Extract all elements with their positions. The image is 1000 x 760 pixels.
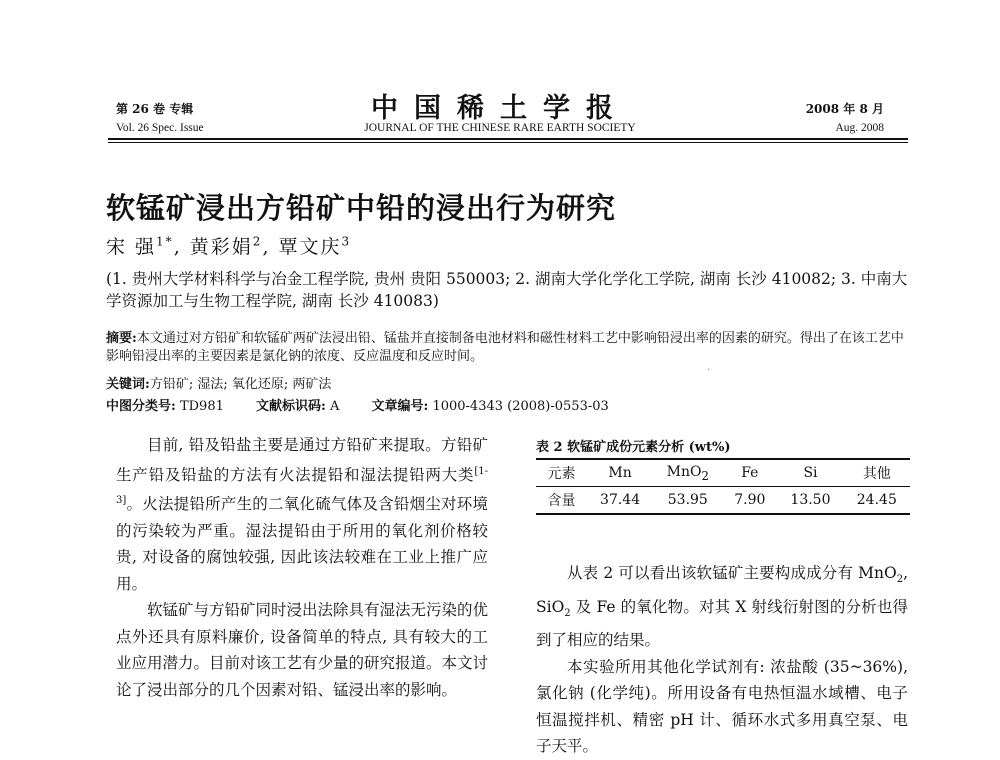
abstract-label: 摘要: bbox=[106, 331, 137, 346]
header-rule-thick bbox=[108, 138, 908, 140]
paragraph: 本实验所用其他化学试剂有: 浓盐酸 (35~36%), 氯化钠 (化学纯)。所用设备有电热恒温水域槽、电子恒温搅拌机、精密 pH 计、循环水式多用真空泵、电子天平。 bbox=[536, 657, 908, 756]
table-header-cell: 其他 bbox=[844, 459, 910, 487]
author-list: 宋 强$^{1*}$, 黄彩娟$^2$, 覃文庆$^3$ bbox=[106, 234, 352, 258]
journal-title-en: JOURNAL OF THE CHINESE RARE EARTH SOCIETY bbox=[364, 122, 636, 134]
right-column bbox=[536, 560, 908, 760]
table-header-row bbox=[536, 459, 910, 487]
abstract bbox=[106, 330, 916, 366]
volume-issue-cn: 第 26 卷 专辑 bbox=[116, 102, 194, 116]
table-cell: 53.95 bbox=[653, 487, 722, 515]
table-cell: 13.50 bbox=[777, 487, 843, 515]
clc-label: 中图分类号: bbox=[106, 399, 176, 414]
table-header-cell: Fe bbox=[722, 459, 777, 487]
keywords bbox=[106, 373, 331, 392]
author-name: 宋 强 bbox=[106, 236, 157, 258]
table-caption: 表 2 软锰矿成份元素分析 (wt%) bbox=[536, 440, 731, 455]
abstract-text: 本文通过对方铅矿和软锰矿两矿法浸出铅、锰盐并直接制备电池材料和磁性材料工艺中影响铅浸出率的因素的研究。得出了在该工艺中影响铅浸出率的主要因素是氯化钠的浓度、反应温度和反应时间。 bbox=[106, 331, 904, 364]
keywords-label: 关键词: bbox=[106, 377, 150, 392]
date-en: Aug. 2008 bbox=[835, 122, 884, 134]
citation[interactable]: [1-3] bbox=[116, 465, 488, 507]
keywords-text: 方铅矿; 湿法; 氧化还原; 两矿法 bbox=[149, 377, 332, 392]
author-mark: 3 bbox=[341, 234, 352, 249]
table-row bbox=[536, 487, 910, 515]
table-header-cell: 元素 bbox=[536, 459, 587, 487]
doc-code-value: A bbox=[329, 399, 340, 414]
table-row-label: 含量 bbox=[536, 487, 587, 515]
table-header-cell: Mn bbox=[587, 459, 653, 487]
table-header-cell: Si bbox=[777, 459, 843, 487]
header-rule-thin bbox=[108, 142, 908, 143]
left-column bbox=[116, 432, 488, 703]
clc-value: TD981 bbox=[179, 399, 224, 414]
author-mark: 1* bbox=[156, 234, 174, 249]
scan-speck: . bbox=[707, 362, 711, 373]
paragraph: 软锰矿与方铅矿同时浸出法除具有湿法无污染的优点外还具有原料廉价, 设备简单的特点, 具有较大的工业应用潜力。目前对该工艺有少量的研究报道。本文讨论了浸出部分的几个因素对铅、锰浸出率的影响。 bbox=[116, 601, 489, 699]
table-cell: 24.45 bbox=[844, 487, 910, 515]
table-header-cell: MnO$_2$ bbox=[653, 459, 722, 487]
author-name: 覃文庆 bbox=[278, 236, 342, 258]
table-cell: 37.44 bbox=[587, 487, 653, 515]
journal-title-cn: 中国稀土学报 bbox=[371, 93, 629, 124]
date-cn: 2008 年 8 月 bbox=[805, 102, 884, 116]
composition-table bbox=[536, 458, 910, 515]
article-title: 软锰矿浸出方铅矿中铅的浸出行为研究 bbox=[106, 191, 617, 225]
author-mark: 2 bbox=[252, 234, 263, 249]
paragraph: 从表 2 可以看出该软锰矿主要构成成分有 MnO$_2$, SiO$_2$ 及 Fe 的氧化物。对其 X 射线衍射图的分析也得到了相应的结果。 bbox=[536, 564, 908, 650]
article-no-value: 1000-4343 (2008)-0553-03 bbox=[432, 399, 609, 414]
volume-issue-en: Vol. 26 Spec. Issue bbox=[116, 122, 204, 134]
article-no-label: 文章编号: bbox=[371, 399, 429, 414]
doc-code-label: 文献标识码: bbox=[256, 399, 326, 414]
author-name: 黄彩娟 bbox=[189, 236, 253, 258]
classification-line bbox=[106, 395, 637, 414]
paragraph: 目前, 铅及铅盐主要是通过方铅矿来提取。方铅矿生产铅及铅盐的方法有火法提铅和湿法提铅两大类[1-3]。火法提铅所产生的二氧化硫气体及含铅烟尘对环境的污染较为严重。湿法提铅由于所用的氧化剂价格较贵, 对设备的腐蚀较强, 因此该法较难在工业上推广应用。 bbox=[116, 436, 488, 593]
affiliations: (1. 贵州大学材料科学与冶金工程学院, 贵州 贵阳 550003; 2. 湖南大学化学化工学院, 湖南 长沙 410082; 3. 中南大学资源加工与生物工程学院, 湖南 长沙 410083) bbox=[106, 270, 908, 310]
table-cell: 7.90 bbox=[722, 487, 777, 515]
